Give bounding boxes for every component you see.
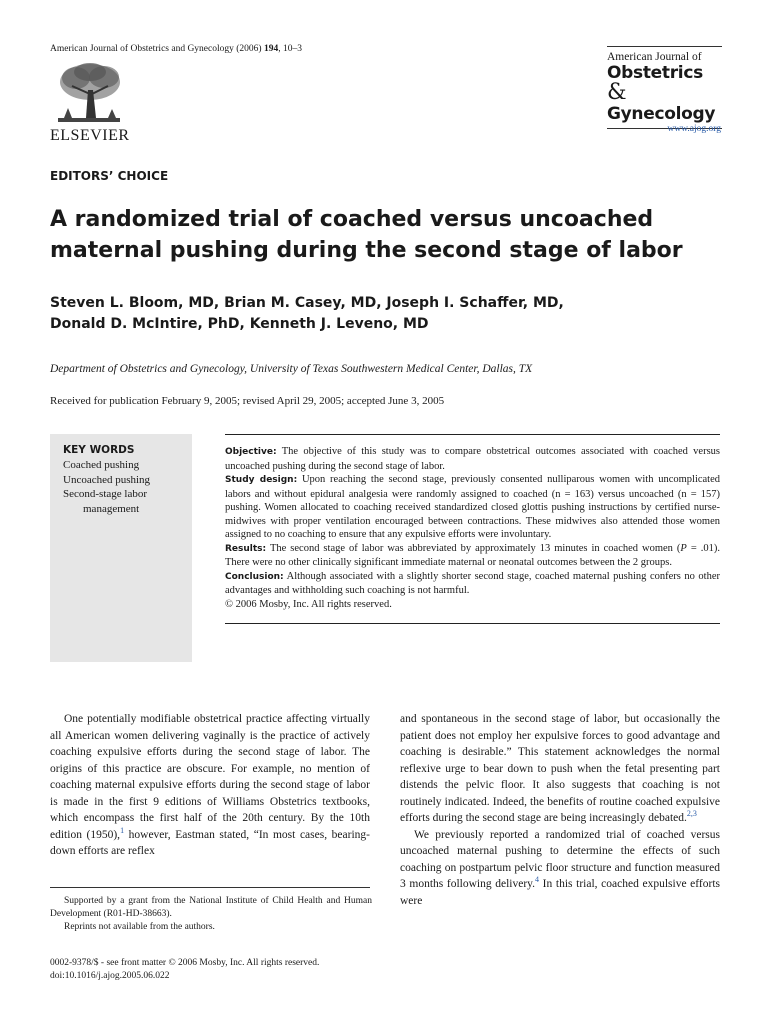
body-column-right — [400, 711, 720, 909]
ampersand-glyph: & — [607, 80, 627, 105]
abstract — [225, 434, 720, 624]
abstract-conclusion: Conclusion: Although associated with a slightly shorter second stage, coached maternal pushing confers no other advantages and withholding such coaching is not harmful. — [225, 570, 720, 596]
keywords-heading: KEY WORDS — [63, 444, 135, 456]
journal-logo — [607, 46, 722, 129]
reference-link[interactable]: 1 — [120, 825, 125, 835]
issn-line: 0002-9378/$ - see front matter © 2006 Mosby, Inc. All rights reserved. — [50, 958, 320, 968]
elsevier-tree-logo — [50, 60, 128, 126]
affiliation: Department of Obstetrics and Gynecology, University of Texas Southwestern Medical Center, Dallas, TX — [50, 363, 533, 375]
keyword-item: Coached pushing — [63, 459, 140, 471]
body-column-left — [50, 711, 370, 860]
publisher-name: ELSEVIER — [50, 127, 130, 144]
article-title: A randomized trial of coached versus uncoached maternal pushing during the second stage of labor — [50, 207, 683, 263]
keywords-box — [50, 434, 192, 662]
journal-url-link[interactable]: www.ajog.org — [667, 124, 721, 134]
abstract-objective: Objective: The objective of this study was to compare obstetrical outcomes associated with coached versus uncoached pushing during the second stage of labor. — [225, 446, 720, 472]
author-line: Steven L. Bloom, MD, Brian M. Casey, MD, Joseph I. Schaffer, MD, — [50, 295, 564, 311]
funding-footnote: Supported by a grant from the National Institute of Child Health and Human Development (R01-HD-38663). — [50, 896, 372, 919]
reference-link[interactable]: 4 — [535, 875, 540, 885]
received-dates: Received for publication February 9, 2005; revised April 29, 2005; accepted June 3, 2005 — [50, 395, 445, 407]
abstract-design: Study design: Upon reaching the second stage, previously consented nulliparous women with uncomplicated labors and without epidural analgesia were randomly assigned to coached (n = 163) versus uncoached (n = 157) pushing. Women allocated to coaching received standardized closed glottis pushing instructions by certified nurse-midwives with proper ventilation encouraged between contractions. These midwives also attended those women assigned to no coaching to ensure that any expulsive efforts were involuntary. — [225, 474, 721, 540]
journal-name-line2: Obstetrics & — [607, 63, 703, 105]
author-list — [50, 293, 670, 335]
footnotes — [50, 895, 372, 934]
footnote-divider — [50, 887, 370, 888]
keyword-item: Second-stage labor — [63, 488, 147, 500]
body-paragraph: and spontaneous in the second stage of labor, but occasionally the patient does not employ her expulsive forces to good advantage and coaching is desirable.” This statement acknowledges the normal reflexive urge to bear down to push when the fetal presenting part distends the pelvic floor. It also suggests that coaching is not routinely indicated. Indeed, the benefits of routine coached expulsive efforts during the second stage are being increasingly debated.$^{2,3}$ — [400, 713, 720, 824]
citation-volume: 194 — [263, 44, 279, 54]
results-label: Results: — [225, 543, 267, 554]
doi-link[interactable]: doi:10.1016/j.ajog.2005.06.022 — [50, 971, 170, 981]
abstract-results: Results: The second stage of labor was abbreviated by approximately 13 minutes in coached women (P = .01). There were no other clinically significant immediate maternal or neonatal outcomes between the 2 groups. — [225, 542, 720, 568]
journal-name-line1: American Journal of — [607, 51, 702, 63]
objective-label: Objective: — [225, 447, 277, 457]
conclusion-label: Conclusion: — [225, 571, 284, 582]
author-line: Donald D. McIntire, PhD, Kenneth J. Leveno, MD — [50, 316, 429, 332]
front-matter-info — [50, 957, 319, 983]
design-label: Study design: — [225, 475, 298, 485]
section-label: EDITORS’ CHOICE — [50, 169, 169, 183]
reprints-footnote: Reprints not available from the authors. — [64, 922, 215, 932]
keyword-item-continuation: management — [83, 502, 140, 515]
journal-name-line3: Gynecology — [607, 104, 716, 124]
reference-link[interactable]: 2,3 — [686, 809, 697, 819]
citation-pages: , 10–3 — [278, 44, 302, 54]
journal-citation — [50, 44, 302, 54]
citation-journal: American Journal of Obstetrics and Gynecology (2006) — [50, 44, 262, 54]
body-paragraph: One potentially modifiable obstetrical practice affecting virtually all American women delivering vaginally is the practice of actively coaching expulsive efforts during the second stage of labor. The origins of this practice are obscure. For example, no mention of coaching maternal expulsive efforts during the second stage of labor is made in the first 9 editions of Williams Obstetrics textbooks, which encompass the first half of the 20th century. By the 10th edition (1950),$^1$ however, Eastman stated, “In most cases, bearing-down efforts are reflex — [50, 713, 370, 857]
keyword-item: Uncoached pushing — [63, 473, 151, 486]
abstract-copyright: © 2006 Mosby, Inc. All rights reserved. — [225, 598, 392, 610]
body-paragraph: We previously reported a randomized trial of coached versus uncoached maternal pushing to determine the effects of such coaching on postpartum pelvic floor structure and function measured 3 months following delivery.$^4$ In this trial, coached expulsive efforts were — [400, 828, 720, 907]
